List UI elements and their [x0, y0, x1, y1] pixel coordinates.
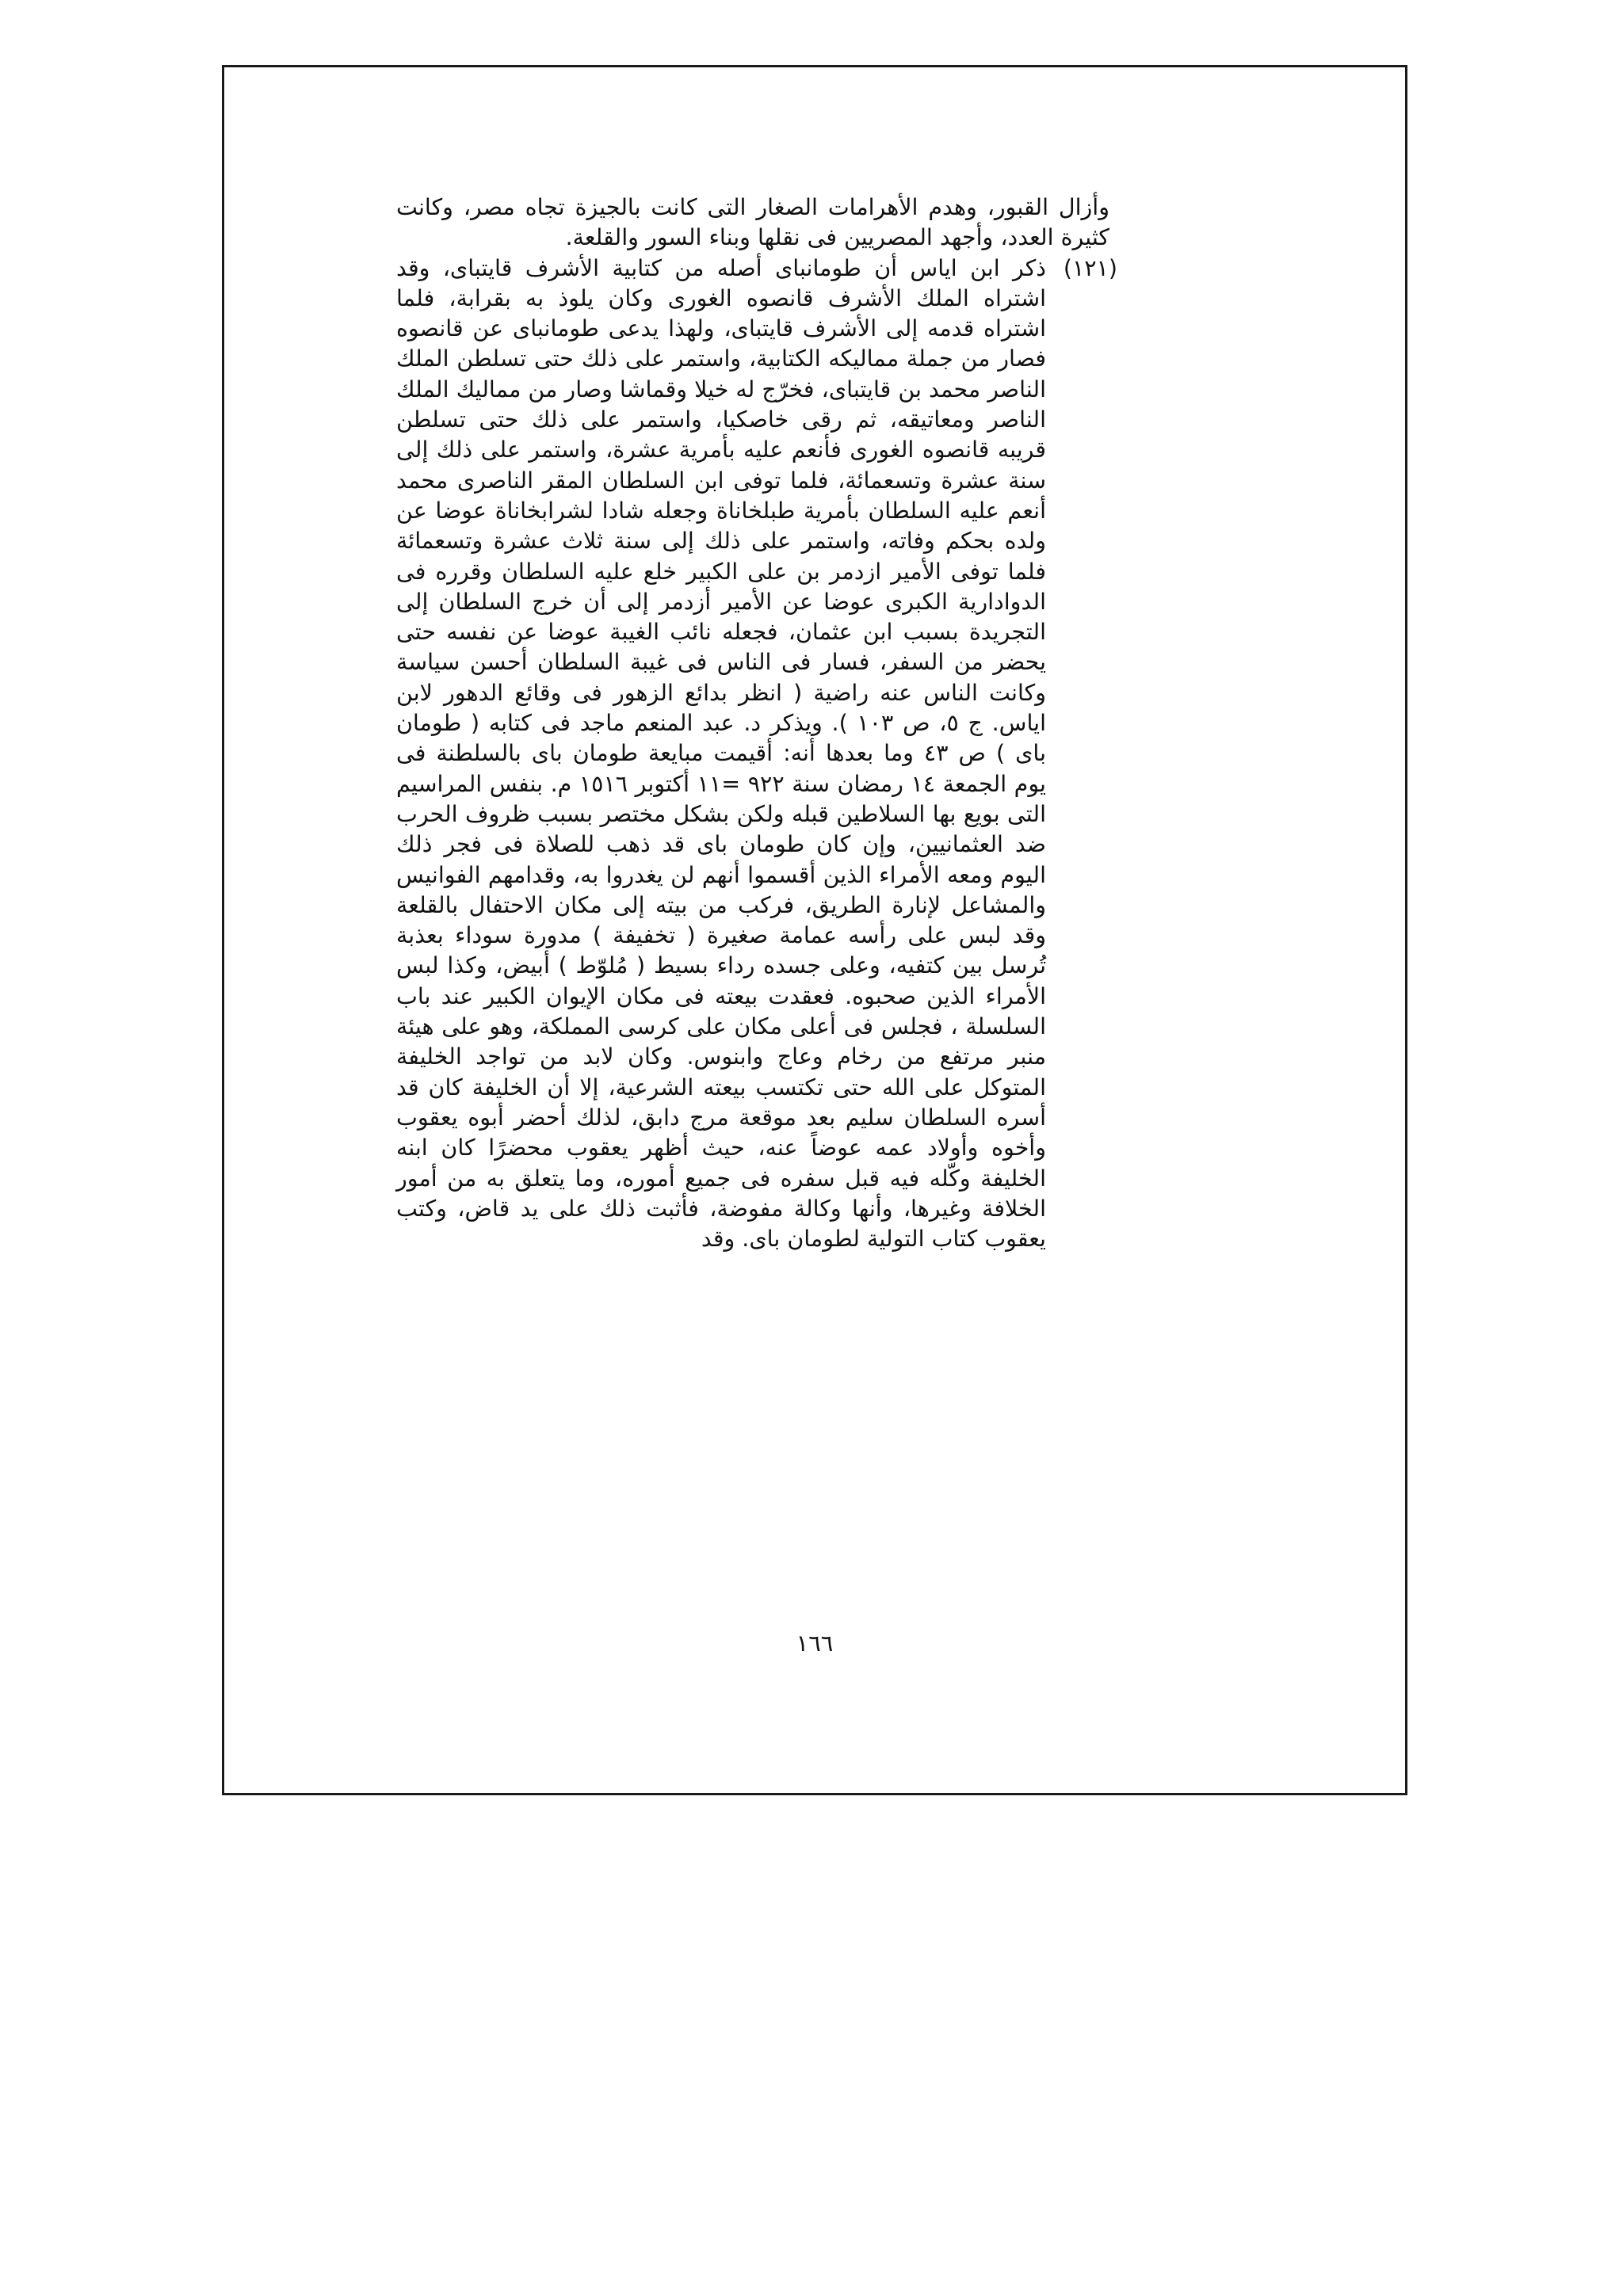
footnote-number: (١٢١) — [1063, 254, 1117, 281]
body-text — [396, 193, 1117, 1254]
footnote-text: ذكر ابن اياس أن طومانباى أصله من كتابية الأشرف قايتباى، وقد اشتراه الملك الأشرف قانصوه الغورى وكان يلوذ به بقرابة، فلما اشتراه قدمه إلى الأشرف قايتباى، ولهذا يدعى طومانباى عن قانصوه فصار من جملة مماليكه الكتابية، واستمر على ذلك حتى تسلطن الملك الناصر محمد بن قايتباى، فخرّج له خيلا وقماشا وصار من مماليك الملك الناصر ومعاتيقه، ثم رقى خاصكيا، واستمر على ذلك حتى تسلطن قريبه قانصوه الغورى فأنعم عليه بأمرية عشرة، واستمر على ذلك إلى سنة عشرة وتسعمائة، فلما توفى ابن السلطان المقر الناصرى محمد أنعم عليه السلطان بأمرية طبلخاناة وجعله شادا لشرابخاناة عوضا عن ولده بحكم وفاته، واستمر على ذلك إلى سنة ثلاث عشرة وتسعمائة فلما توفى الأمير ازدمر بن على الكبير خلع عليه السلطان وقرره فى الدوادارية الكبرى عوضا عن الأمير أزدمر إلى أن خرج السلطان إلى التجريدة بسبب ابن عثمان، فجعله نائب الغيبة عوضا عن نفسه حتى يحضر من السفر، فسار فى الناس فى غيبة السلطان أحسن سياسة وكانت الناس عنه راضية ( انظر بدائع الزهور فى وقائع الدهور لابن اياس. ج ٥، ص ١٠٣ ). ويذكر د. عبد المنعم ماجد فى كتابه ( طومان باى ) ص ٤٣ وما بعدها أنه: أقيمت مبايعة طومان باى بالسلطنة فى يوم الجمعة ١٤ رمضان سنة ٩٢٢ =١١ أكتوبر ١٥١٦ م. بنفس المراسيم التى بويع بها السلاطين قبله ولكن بشكل مختصر بسبب ظروف الحرب ضد العثمانيين، وإن كان طومان باى قد ذهب للصلاة فى فجر ذلك اليوم ومعه الأمراء الذين أقسموا أنهم لن يغدروا به، وقدامهم الفوانيس والمشاعل لإنارة الطريق، فركب من بيته إلى مكان الاحتفال بالقلعة وقد لبس على رأسه عمامة صغيرة ( تخفيفة ) مدورة سوداء بعذبة تُرسل بين كتفيه، وعلى جسده رداء بسيط ( مُلوّط ) أبيض، وكذا لبس الأمراء الذين صحبوه. فعقدت بيعته فى مكان الإيوان الكبير عند باب السلسلة ، فجلس فى أعلى مكان على كرسى المملكة، وهو على هيئة منبر مرتفع من رخام وعاج وابنوس. وكان لابد من تواجد الخليفة المتوكل على الله حتى تكتسب بيعته الشرعية، إلا أن الخليفة كان قد أسره السلطان سليم بعد موقعة مرج دابق، لذلك أحضر أبوه يعقوب وأخوه وأولاد عمه عوضاً عنه، حيث أظهر يعقوب محضرًا كان ابنه الخليفة وكّله فيه قبل سفره فى جميع أموره، وما يتعلق به من أمور الخلافة وغيرها، وأنها وكالة مفوضة، فأثبت ذلك على يد قاض، وكتب يعقوب كتاب التولية لطومان باى. وقد — [396, 254, 1047, 1253]
footnote-121 — [396, 254, 1117, 1255]
continuation-paragraph: وأزال القبور، وهدم الأهرامات الصغار التى كانت بالجيزة تجاه مصر، وكانت كثيرة العدد، وأجهد المصريين فى نقلها وبناء السور والقلعة. — [396, 194, 1109, 251]
page-frame — [222, 65, 1407, 1795]
page-number: ١٦٦ — [796, 1630, 834, 1657]
